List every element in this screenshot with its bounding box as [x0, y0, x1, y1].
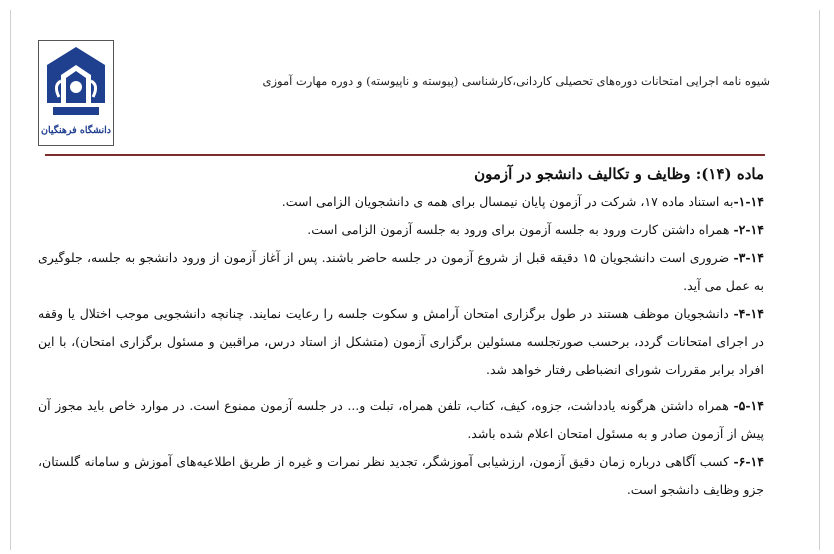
item-text: دانشجویان موظف هستند در طول برگزاری امتحان آرامش و سکوت جلسه را رعایت نمایند. چنانچه دانشجویی موجب اختلال یا وقفه در اجرای امتحانات گردد، برحسب صورتجلسه مسئولین برگزاری آزمون (متشکل از استاد درس، مراقبین و مسئول برگزاری امتحان)، با این افراد برابر مقررات شورای انضباطی رفتار خواهد شد. [38, 306, 764, 377]
paragraph-gap [38, 384, 764, 392]
item-text: همراه داشتن هرگونه یادداشت، جزوه، کیف، کتاب، تلفن همراه، تبلت و... در جلسه آزمون ممنوع است. در موارد خاص باید مجوز آن پیش از آزمون صادر و به مسئول امتحان اعلام شده باشد. [38, 398, 764, 441]
item-number: ۳-۱۴- [733, 250, 764, 265]
item-number: ۶-۱۴- [733, 454, 764, 469]
article-heading: ماده (۱۴): وظایف و تکالیف دانشجو در آزمون [474, 165, 764, 183]
article-item-6 [38, 448, 764, 504]
item-text: کسب آگاهی درباره زمان دقیق آزمون، ارزشیابی آموزشگر، تجدید نظر نمرات و غیره از طریق اطلاعیه‌های آموزش و سامانه گلستان، جزو وظایف دانشجو است. [38, 454, 764, 497]
item-number: ۵-۱۴- [733, 398, 764, 413]
item-text: به استناد ماده ۱۷، شرکت در آزمون پایان نیمسال برای همه ی دانشجویان الزامی است. [281, 194, 734, 209]
document-body [38, 160, 764, 504]
document-header-title: شیوه نامه اجرایی امتحانات دوره‌های تحصیلی کاردانی،کارشناسی (پیوسته و ناپیوسته) و دوره مهارت آموزی [262, 74, 770, 88]
item-text: ضروری است دانشجویان ۱۵ دقیقه قبل از شروع آزمون در جلسه حاضر باشند. پس از آغاز آزمون از ورود دانشجو به جلسه، جلوگیری به عمل می آید. [38, 250, 764, 293]
university-logo [38, 40, 114, 146]
svg-text:دانشگاه فرهنگیان: دانشگاه فرهنگیان [40, 125, 112, 136]
article-item-2 [38, 216, 764, 244]
farhangian-logo-icon [39, 41, 113, 145]
article-item-1 [38, 188, 764, 216]
header-divider [45, 154, 765, 156]
item-number: ۴-۱۴- [733, 306, 764, 321]
item-text: همراه داشتن کارت ورود به جلسه آزمون برای ورود به جلسه آزمون الزامی است. [307, 222, 734, 237]
article-item-4 [38, 300, 764, 384]
item-number: ۲-۱۴- [733, 222, 764, 237]
article-item-5 [38, 392, 764, 448]
item-number: ۱-۱۴- [733, 194, 764, 209]
article-item-3 [38, 244, 764, 300]
